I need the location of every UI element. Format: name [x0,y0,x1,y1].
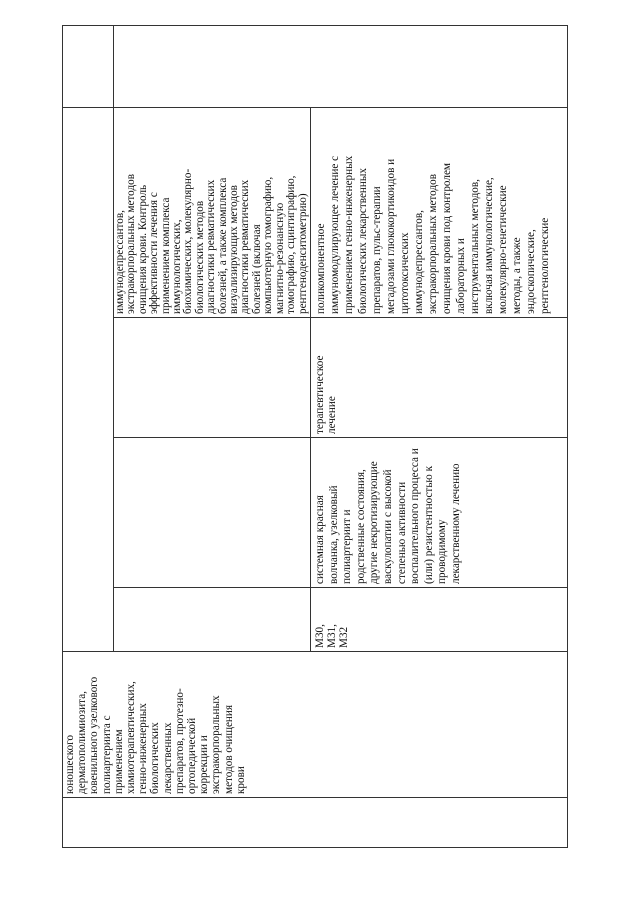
model-line: проводимому [436,519,449,584]
method-line: очищения крови под контролем [441,163,453,314]
method-line: инструментальных методов, [469,179,481,314]
model-line: системная красная [314,495,326,584]
model-line: полиартериит и [341,509,354,584]
method-line: биологических лекарственных [357,167,369,314]
group-number-cell [63,798,567,847]
method-line: мегадозами глюкокортикоидов и [385,158,397,314]
method-line: рентгенологические [539,217,551,314]
rotated-table [62,25,568,848]
financial-norm-cell [114,26,567,107]
method-line: томографию, сцинтиграфию, [285,175,298,314]
model-line: (или) резистентностью к [422,465,435,584]
icd-codes-cell-empty [114,588,310,651]
model-line: воспалительного процесса и [409,448,422,584]
method-line: магнитно-резонансную [273,202,286,314]
name-line: применением [112,729,125,794]
method-line: эффективности лечения с [148,192,161,314]
method-line: молекулярно-генетические [497,185,509,314]
name-line: биологических [149,722,162,794]
name-line: дерматополимиозита, [76,691,89,794]
type-line: лечение [326,396,339,434]
method-line: болезней (включая [250,224,263,314]
method-line: иммунодепрессантов, [413,210,425,314]
model-line: волчанка, узелковый [327,485,340,584]
method-line: лабораторных и [455,238,467,314]
financial-norm-cell [63,26,113,107]
name-line: генно-инженерных [137,703,150,794]
treatment-method-continuation-cell [114,108,310,317]
method-line: биологических методов [193,200,206,314]
model-line: родственные состояния, [354,469,367,584]
method-line: компьютерную томографию, [262,176,275,314]
method-line: диагностики ревматических [205,179,218,314]
icd-codes-cell [311,588,567,651]
patient-model-cell [311,438,567,587]
method-line: рентгеноденситометрию) [296,193,309,314]
model-line: лекарственному лечению [449,463,462,584]
treatment-type-cell-empty [114,318,310,437]
name-line: юношеского [64,734,76,794]
method-line: препаратов, пульс-терапии [371,186,383,314]
method-line: экстракорпоральных методов [125,173,138,314]
method-line: иммунодепрессантов, [114,210,126,314]
model-line: васкулопатии с высокой [381,469,394,584]
method-line: применением генно-инженерных [343,155,355,314]
name-line: ювенильного узелкового [88,676,101,794]
method-line: экстракорпоральных методов [427,173,439,314]
method-line: включая иммунологические, [483,177,495,314]
name-line: химиотерапевтических, [125,681,138,794]
method-line: применением комплекса [159,197,172,314]
name-line: препаратов, протезно- [173,688,186,794]
method-line: диагностики ревматических [239,179,252,314]
method-line: поликомпонентное [315,223,327,314]
method-line: иммуномодулирующее лечение с [329,155,341,314]
previous-row-cell [63,108,113,651]
method-line: эндоскопические, [525,229,537,314]
name-line: ортопедической [186,717,199,794]
table-border-left [62,847,568,848]
code-line: M30, [314,624,326,648]
code-line: M31, [326,624,339,648]
method-line: очищения крови. Контроль [136,184,149,314]
name-line: коррекции и [198,735,211,794]
method-line: биохимических, молекулярно- [182,168,195,314]
method-line: визуализирующих методов [228,185,241,314]
name-line: методов очищения [222,704,235,794]
name-line: крови [234,766,247,794]
method-line: методы, а также [511,237,523,314]
code-line: M32 [338,626,351,648]
model-line: степенью активности [395,481,408,584]
name-line: полиартериита с [100,715,113,794]
method-line: болезней, а также комплекса [216,177,229,314]
model-line: другие некротизирующие [368,461,381,584]
type-line: терапевтическое [314,355,326,434]
patient-model-cell-empty [114,438,310,587]
name-line: лекарственных [161,722,174,794]
method-line: цитотоксических [399,232,411,314]
treatment-method-cell [311,108,567,317]
treatment-type-cell [311,318,567,437]
method-line: иммунологических, [171,219,184,314]
name-line: экстракорпоральных [210,695,223,794]
vmp-name-cell [63,652,567,797]
